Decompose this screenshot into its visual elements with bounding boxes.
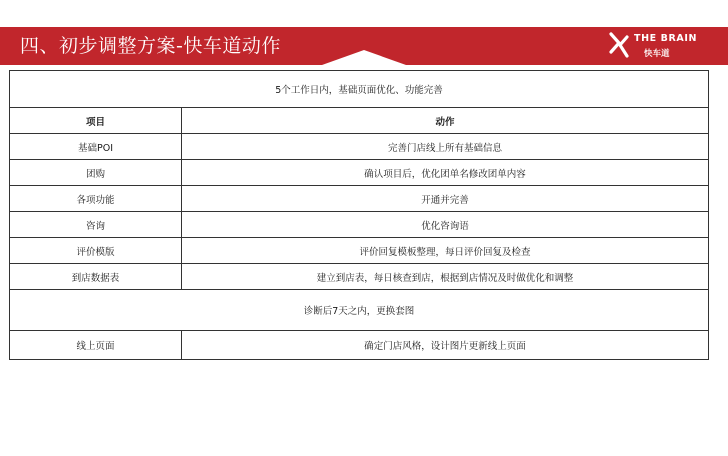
plan-table <box>9 70 709 360</box>
brand-mark-icon <box>608 31 630 61</box>
plan-table-container <box>9 70 709 360</box>
row-item-cell: 各项功能 <box>10 186 182 212</box>
row-action-cell: 确定门店风格，设计图片更新线上页面 <box>182 331 709 360</box>
row-item-cell: 团购 <box>10 160 182 186</box>
column-header-item: 项目 <box>10 108 182 134</box>
table-row <box>10 186 709 212</box>
row-item-cell: 咨询 <box>10 212 182 238</box>
row-item-cell: 到店数据表 <box>10 264 182 290</box>
brand-subtitle: 快车道 <box>644 49 670 59</box>
table-row <box>10 134 709 160</box>
column-header-action: 动作 <box>182 108 709 134</box>
section-note: 5个工作日内，基础页面优化、功能完善 <box>10 71 709 108</box>
row-action-cell: 优化咨询语 <box>182 212 709 238</box>
table-row <box>10 212 709 238</box>
row-action-cell: 开通并完善 <box>182 186 709 212</box>
section-note: 诊断后7天之内，更换套图 <box>10 290 709 331</box>
table-row <box>10 238 709 264</box>
table-header-row <box>10 108 709 134</box>
row-action-cell: 建立到店表，每日核查到店，根据到店情况及时做优化和调整 <box>182 264 709 290</box>
section-row <box>10 290 709 331</box>
row-action-cell: 评价回复模板整理，每日评价回复及检查 <box>182 238 709 264</box>
row-action-cell: 确认项目后，优化团单名修改团单内容 <box>182 160 709 186</box>
table-row <box>10 160 709 186</box>
row-item-cell: 评价模版 <box>10 238 182 264</box>
section-row <box>10 71 709 108</box>
header-notch <box>322 50 406 65</box>
brand-name: THE BRAIN <box>634 33 698 44</box>
brand-logo-group <box>608 27 726 65</box>
row-item-cell: 线上页面 <box>10 331 182 360</box>
row-action-cell: 完善门店线上所有基础信息 <box>182 134 709 160</box>
row-item-cell: 基础POI <box>10 134 182 160</box>
table-row <box>10 331 709 360</box>
page-title: 四、初步调整方案-快车道动作 <box>20 35 281 57</box>
table-row <box>10 264 709 290</box>
